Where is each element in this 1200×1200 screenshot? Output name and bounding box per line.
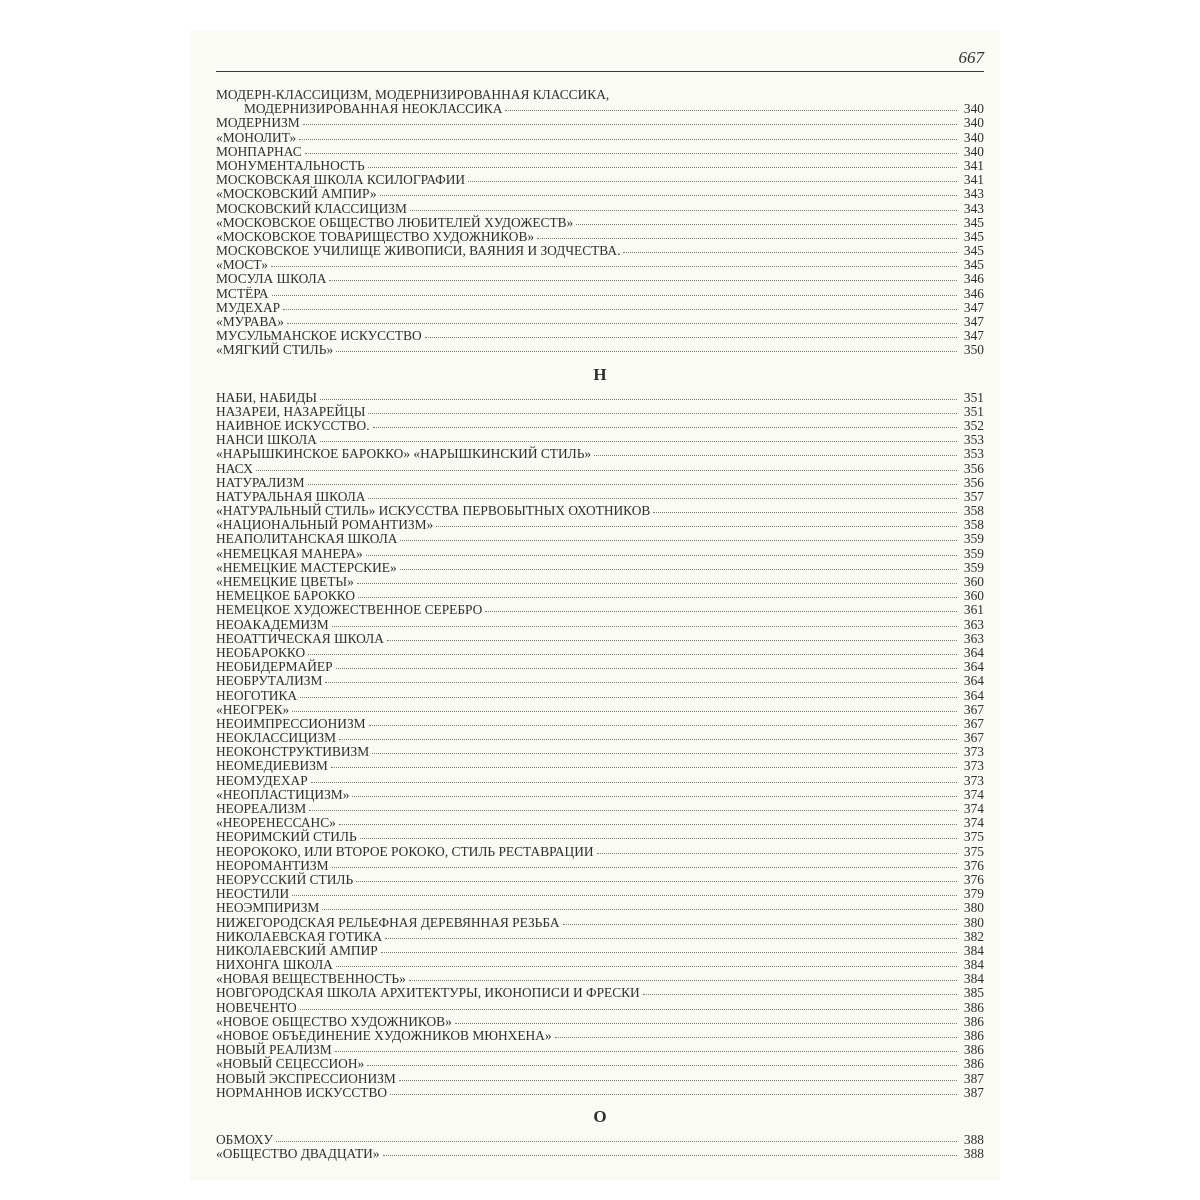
index-entry-page: 356 [963,474,984,490]
index-entry-name: «НЕМЕЦКИЕ МАСТЕРСКИЕ» [216,559,397,575]
index-entry-name: «НАТУРАЛЬНЫЙ СТИЛЬ» ИСКУССТВА ПЕРВОБЫТНЫХ ОХОТНИКОВ [216,503,651,519]
dot-leader [305,153,957,154]
index-entry [216,660,984,674]
index-entry-page: 384 [963,971,984,987]
index-entry-page: 385 [963,985,984,1001]
index-entry [216,972,984,986]
index-entry-page: 353 [963,446,984,462]
index-entry-name: НЕОРУССКИЙ СТИЛЬ [216,871,354,887]
index-entry-page: 386 [963,1028,984,1043]
index-entry-page: 347 [963,299,984,315]
index-entry-name: НОВЫЙ ЭКСПРЕССИОНИЗМ [216,1070,396,1086]
index-entry [216,958,984,972]
index-entry-name: «МОНОЛИТ» [216,129,297,145]
index-entry-page: 386 [963,1042,984,1058]
dot-leader [336,668,957,669]
index-entry-page: 360 [963,588,984,604]
index-entry-page: 351 [963,403,984,419]
index-entry [216,116,984,130]
index-entry-page: 350 [963,342,984,358]
dot-leader [332,626,957,627]
index-entry-name: НАНСИ ШКОЛА [216,432,317,448]
index-entry-name: НЕОРОМАНТИЗМ [216,857,329,873]
index-entry-page: 373 [963,758,984,774]
index-entry-name: НЕОАКАДЕМИЗМ [216,616,329,632]
index-entry [216,301,984,315]
page-number: 667 [958,48,984,67]
index-entry-name: НАТУРАЛЬНАЯ ШКОЛА [216,488,366,504]
index-entry [216,887,984,901]
index-entry-page: 374 [963,815,984,831]
index-entry-name: НАБИ, НАБИДЫ [216,389,317,405]
index-entry [216,1133,984,1147]
index-entry-page: 386 [963,1013,984,1029]
section-letter: О [593,1106,607,1126]
index-entry-name: МОСКОВСКОЕ УЧИЛИЩЕ ЖИВОПИСИ, ВАЯНИЯ И ЗОДЧЕСТВА. [216,243,621,259]
book-page [190,30,1000,1180]
dot-leader [436,526,957,527]
index-entry-name: «НОВОЕ ОБЩЕСТВО ХУДОЖНИКОВ» [216,1013,452,1029]
index-entry [216,1086,984,1100]
index-entry-page: 375 [963,829,984,845]
index-entry-page: 376 [963,857,984,873]
dot-leader [352,796,957,797]
dot-leader [325,682,957,683]
index-entry-name: НЕОРЕАЛИЗМ [216,801,307,816]
index-entry [216,476,984,490]
index-entry-name: «МОСТ» [216,257,268,273]
index-entry-name: НИЖЕГОРОДСКАЯ РЕЛЬЕФНАЯ ДЕРЕВЯННАЯ РЕЗЬБА [216,914,560,930]
index-entry-page: 351 [963,389,984,405]
index-entry [216,674,984,688]
index-entry-page: 388 [963,1131,984,1147]
index-entry-name: МОСКОВСКИЙ КЛАССИЦИЗМ [216,200,407,216]
dot-leader [383,1155,957,1156]
index-entry-name: МОНПАРНАС [216,143,302,159]
dot-leader [425,337,957,338]
index-entry-page: 346 [963,271,984,287]
index-entry [216,244,984,258]
index-entry [216,632,984,646]
index-entry [216,187,984,201]
dot-leader [563,924,957,925]
index-entry-name: «НАРЫШКИНСКОЕ БАРОККО» «НАРЫШКИНСКИЙ СТИЛЬ» [216,446,592,462]
index-entry-page: 375 [963,843,984,859]
dot-leader [331,767,957,768]
index-entry-name: НИКОЛАЕВСКИЙ АМПИР [216,942,378,958]
index-entry [216,131,984,145]
index-entry [216,618,984,632]
index-entry [216,816,984,830]
index-entry-name: «НОВАЯ ВЕЩЕСТВЕННОСТЬ» [216,971,406,987]
dot-leader [358,597,957,598]
index-entry [216,589,984,603]
dot-leader [356,881,957,882]
index-entry-page: 358 [963,517,984,533]
index-entry-name: «МЯГКИЙ СТИЛЬ» [216,342,334,358]
dot-leader [555,1037,957,1038]
dot-leader [329,280,957,281]
index-entry-name: НЕОЭМПИРИЗМ [216,900,320,916]
index-entry [216,145,984,159]
index-entry-name: НЕОСТИЛИ [216,886,290,902]
index-entry [216,1029,984,1043]
index-entry-page: 343 [963,186,984,202]
index-entries [216,88,984,1161]
dot-leader [410,210,957,211]
index-entry [216,1015,984,1029]
index-entry-name: «МОСКОВСКОЕ ТОВАРИЩЕСТВО ХУДОЖНИКОВ» [216,228,535,244]
dot-leader [308,484,957,485]
header-rule [216,71,984,72]
dot-leader [576,224,957,225]
index-entry-name: «НЕОГРЕК» [216,701,290,717]
index-entry-page: 359 [963,559,984,575]
index-entry-page: 353 [963,432,984,448]
index-entry-page: 352 [963,417,984,433]
index-entry-page: 360 [963,574,984,589]
index-entry-page: 343 [963,200,984,216]
index-entry [216,703,984,717]
index-entry-name: НАЗАРЕИ, НАЗАРЕЙЦЫ [216,403,366,419]
index-entry-title-line: МОДЕРН-КЛАССИЦИЗМ, МОДЕРНИЗИРОВАННАЯ КЛАССИКА, [216,87,610,102]
index-entry-name: «НАЦИОНАЛЬНЫЙ РОМАНТИЗМ» [216,517,434,533]
index-entry-name: МОДЕРНИЗМ [216,115,300,131]
index-entry-name: НИХОНГА ШКОЛА [216,957,333,973]
index-entry [216,490,984,504]
section-letter: Н [593,364,607,384]
dot-leader [485,611,957,612]
index-entry-name: НЕОАТТИЧЕСКАЯ ШКОЛА [216,630,384,646]
index-entry [216,1057,984,1071]
index-entry [216,329,984,343]
index-entry [216,759,984,773]
dot-leader [299,139,957,140]
index-entry [216,603,984,617]
index-entry-name: НОВГОРОДСКАЯ ШКОЛА АРХИТЕКТУРЫ, ИКОНОПИСИ И ФРЕСКИ [216,985,640,1001]
dot-leader [594,455,957,456]
index-entry [216,830,984,844]
index-entry-page: 340 [963,143,984,159]
index-entry-page: 364 [963,659,984,675]
dot-leader [369,725,957,726]
index-entry-page: 382 [963,928,984,944]
index-entry-name: НЕОИМПРЕССИОНИЗМ [216,715,366,731]
dot-leader [303,124,957,125]
index-entry [216,532,984,546]
dot-leader [283,309,957,310]
index-entry-name: «НОВОЕ ОБЪЕДИНЕНИЕ ХУДОЖНИКОВ МЮНХЕНА» [216,1028,552,1043]
index-entry-name: НЕОКЛАССИЦИЗМ [216,730,337,746]
index-entry [216,1043,984,1057]
dot-leader [311,782,957,783]
dot-leader [409,980,957,981]
index-entry [216,1001,984,1015]
index-entry [216,258,984,272]
dot-leader [390,1094,957,1095]
index-entry-name: МОДЕРНИЗИРОВАННАЯ НЕОКЛАССИКА [244,101,503,117]
dot-leader [339,824,957,825]
index-entry [216,689,984,703]
index-entry-page: 384 [963,957,984,973]
dot-leader [272,295,957,296]
dot-leader [368,413,957,414]
index-entry-page: 358 [963,503,984,519]
dot-leader [336,351,957,352]
dot-leader [368,167,957,168]
index-entry [216,845,984,859]
index-entry-name: НЕМЕЦКОЕ ХУДОЖЕСТВЕННОЕ СЕРЕБРО [216,602,483,618]
index-entry [216,944,984,958]
index-entry-page: 376 [963,871,984,887]
index-entry-name: НАТУРАЛИЗМ [216,474,305,490]
index-entry-name: НЕМЕЦКОЕ БАРОККО [216,588,356,604]
index-entry-page: 346 [963,285,984,301]
index-entry-page: 347 [963,328,984,344]
index-entry-page: 387 [963,1084,984,1100]
index-entry-page: 379 [963,886,984,902]
index-entry [216,173,984,187]
index-entry-page: 388 [963,1146,984,1162]
dot-leader [276,1141,957,1142]
index-entry [216,504,984,518]
index-entry-name: НЕОРИМСКИЙ СТИЛЬ [216,829,357,845]
dot-leader [597,853,957,854]
dot-leader [399,1080,957,1081]
dot-leader [366,555,957,556]
dot-leader [387,640,957,641]
dot-leader [292,895,957,896]
index-entry-page: 364 [963,644,984,660]
index-entry-page: 373 [963,772,984,788]
index-entry-page: 356 [963,460,984,476]
index-entry [216,102,984,116]
index-entry-name: НЕОМЕДИЕВИЗМ [216,758,328,774]
dot-leader [400,569,957,570]
index-entry [216,159,984,173]
index-entry [216,547,984,561]
index-entry-page: 340 [963,101,984,117]
index-entry-page: 357 [963,488,984,504]
index-entry [216,745,984,759]
index-entry [216,462,984,476]
dot-leader [322,909,957,910]
index-entry-name: НЕАПОЛИТАНСКАЯ ШКОЛА [216,531,398,547]
index-entry-page: 380 [963,900,984,916]
dot-leader [335,1051,957,1052]
index-entry-page: 387 [963,1070,984,1086]
index-entry-page: 374 [963,786,984,802]
dot-leader [455,1023,957,1024]
index-entry-name: НИКОЛАЕВСКАЯ ГОТИКА [216,928,383,944]
dot-leader [332,867,957,868]
dot-leader [373,427,957,428]
index-entry-name: МОСУЛА ШКОЛА [216,271,327,287]
dot-leader [300,697,957,698]
index-entry [216,916,984,930]
index-entry-page: 384 [963,942,984,958]
index-entry-name: НЕОБРУТАЛИЗМ [216,673,323,689]
index-entry [216,1147,984,1161]
index-entry-page: 345 [963,214,984,230]
index-entry [216,731,984,745]
index-entry-name: НЕОРОКОКО, ИЛИ ВТОРОЕ РОКОКО, СТИЛЬ РЕСТАВРАЦИИ [216,843,594,859]
index-entry [216,216,984,230]
index-entry-name: МОСКОВСКАЯ ШКОЛА КСИЛОГРАФИИ [216,172,466,188]
index-entry [216,433,984,447]
dot-leader [653,512,957,513]
index-entry-page: 364 [963,673,984,689]
index-entry-page: 345 [963,257,984,273]
index-entry [216,405,984,419]
index-entry [216,930,984,944]
index-entry-name: МСТЁРА [216,285,269,301]
dot-leader [505,110,957,111]
index-entry [216,518,984,532]
index-entry-name: НЕОМУДЕХАР [216,772,308,788]
index-entry [216,561,984,575]
index-entry-page: 345 [963,228,984,244]
index-entry [216,986,984,1000]
index-entry-name: «НОВЫЙ СЕЦЕССИОН» [216,1056,365,1072]
index-entry-page: 361 [963,602,984,618]
index-entry-page: 341 [963,172,984,188]
index-entry [216,575,984,589]
dot-leader [360,838,957,839]
index-entry-page: 340 [963,115,984,131]
dot-leader [385,938,957,939]
index-entry [216,1072,984,1086]
index-entry-name: «ОБЩЕСТВО ДВАДЦАТИ» [216,1146,380,1162]
index-entry [216,391,984,405]
index-entry-name: «НЕМЕЦКИЕ ЦВЕТЫ» [216,574,354,589]
dot-leader [537,238,957,239]
dot-leader [468,181,957,182]
index-entry [216,272,984,286]
index-entry [216,717,984,731]
index-entry-page: 347 [963,314,984,329]
dot-leader [643,994,957,995]
dot-leader [380,195,957,196]
index-entry-name: НАИВНОЕ ИСКУССТВО. [216,417,370,433]
index-entry [216,901,984,915]
dot-leader [623,252,957,253]
dot-leader [309,810,957,811]
index-entry [216,774,984,788]
index-entry-page: 345 [963,243,984,259]
index-entry-name: МОНУМЕНТАЛЬНОСТЬ [216,157,365,173]
dot-leader [292,711,957,712]
index-entry-name: «МОСКОВСКОЕ ОБЩЕСТВО ЛЮБИТЕЛЕЙ ХУДОЖЕСТВ» [216,214,574,230]
index-entry [216,859,984,873]
index-entry [216,788,984,802]
dot-leader [271,266,957,267]
index-entry-page: 364 [963,687,984,703]
index-entry-page: 367 [963,701,984,717]
index-entry [216,202,984,216]
index-entry-name: НАСХ [216,460,253,476]
index-entry-name: НОРМАННОВ ИСКУССТВО [216,1084,388,1100]
index-entry-page: 367 [963,715,984,731]
index-entry [216,646,984,660]
dot-leader [320,399,957,400]
index-entry-name: НЕОГОТИКА [216,687,298,703]
index-entry-page: 380 [963,914,984,930]
dot-leader [400,540,957,541]
index-entry-page: 359 [963,545,984,561]
index-entry-page: 386 [963,1056,984,1072]
index-entry [216,287,984,301]
index-entry-page: 386 [963,999,984,1015]
index-entry-name: «НЕМЕЦКАЯ МАНЕРА» [216,545,363,561]
index-entry-name: «МУРАВА» [216,314,284,329]
index-entry-name: НЕОБАРОККО [216,644,306,660]
dot-leader [287,323,957,324]
index-entry-page: 363 [963,630,984,646]
dot-leader [256,470,957,471]
index-entry-name: НОВЕЧЕНТО [216,999,297,1015]
dot-leader [368,498,957,499]
dot-leader [372,753,957,754]
index-entry-page: 374 [963,801,984,816]
dot-leader [320,441,957,442]
dot-leader [367,1065,957,1066]
index-entry [216,873,984,887]
dot-leader [308,654,957,655]
index-entry [216,419,984,433]
dot-leader [300,1009,957,1010]
index-entry [216,447,984,461]
index-entry-page: 367 [963,730,984,746]
dot-leader [339,739,957,740]
index-entry-page: 341 [963,157,984,173]
index-entry-name: МУДЕХАР [216,299,281,315]
index-entry-name: ОБМОХУ [216,1131,274,1147]
index-entry-name: НЕОКОНСТРУКТИВИЗМ [216,744,370,760]
dot-leader [381,952,957,953]
index-entry [216,343,984,357]
index-entry-name: НОВЫЙ РЕАЛИЗМ [216,1042,332,1058]
index-entry [216,230,984,244]
index-entry-page: 359 [963,531,984,547]
index-entry-name: «НЕОПЛАСТИЦИЗМ» [216,786,350,802]
index-entry [216,315,984,329]
dot-leader [357,583,957,584]
index-entry-name: МУСУЛЬМАНСКОЕ ИСКУССТВО [216,328,422,344]
index-entry-page: 373 [963,744,984,760]
dot-leader [336,966,957,967]
index-entry [216,802,984,816]
index-entry-name: «МОСКОВСКИЙ АМПИР» [216,186,377,202]
index-entry-name: «НЕОРЕНЕССАНС» [216,815,336,831]
index-entry-page: 340 [963,129,984,145]
index-entry-page: 363 [963,616,984,632]
index-entry-name: НЕОБИДЕРМАЙЕР [216,659,333,675]
